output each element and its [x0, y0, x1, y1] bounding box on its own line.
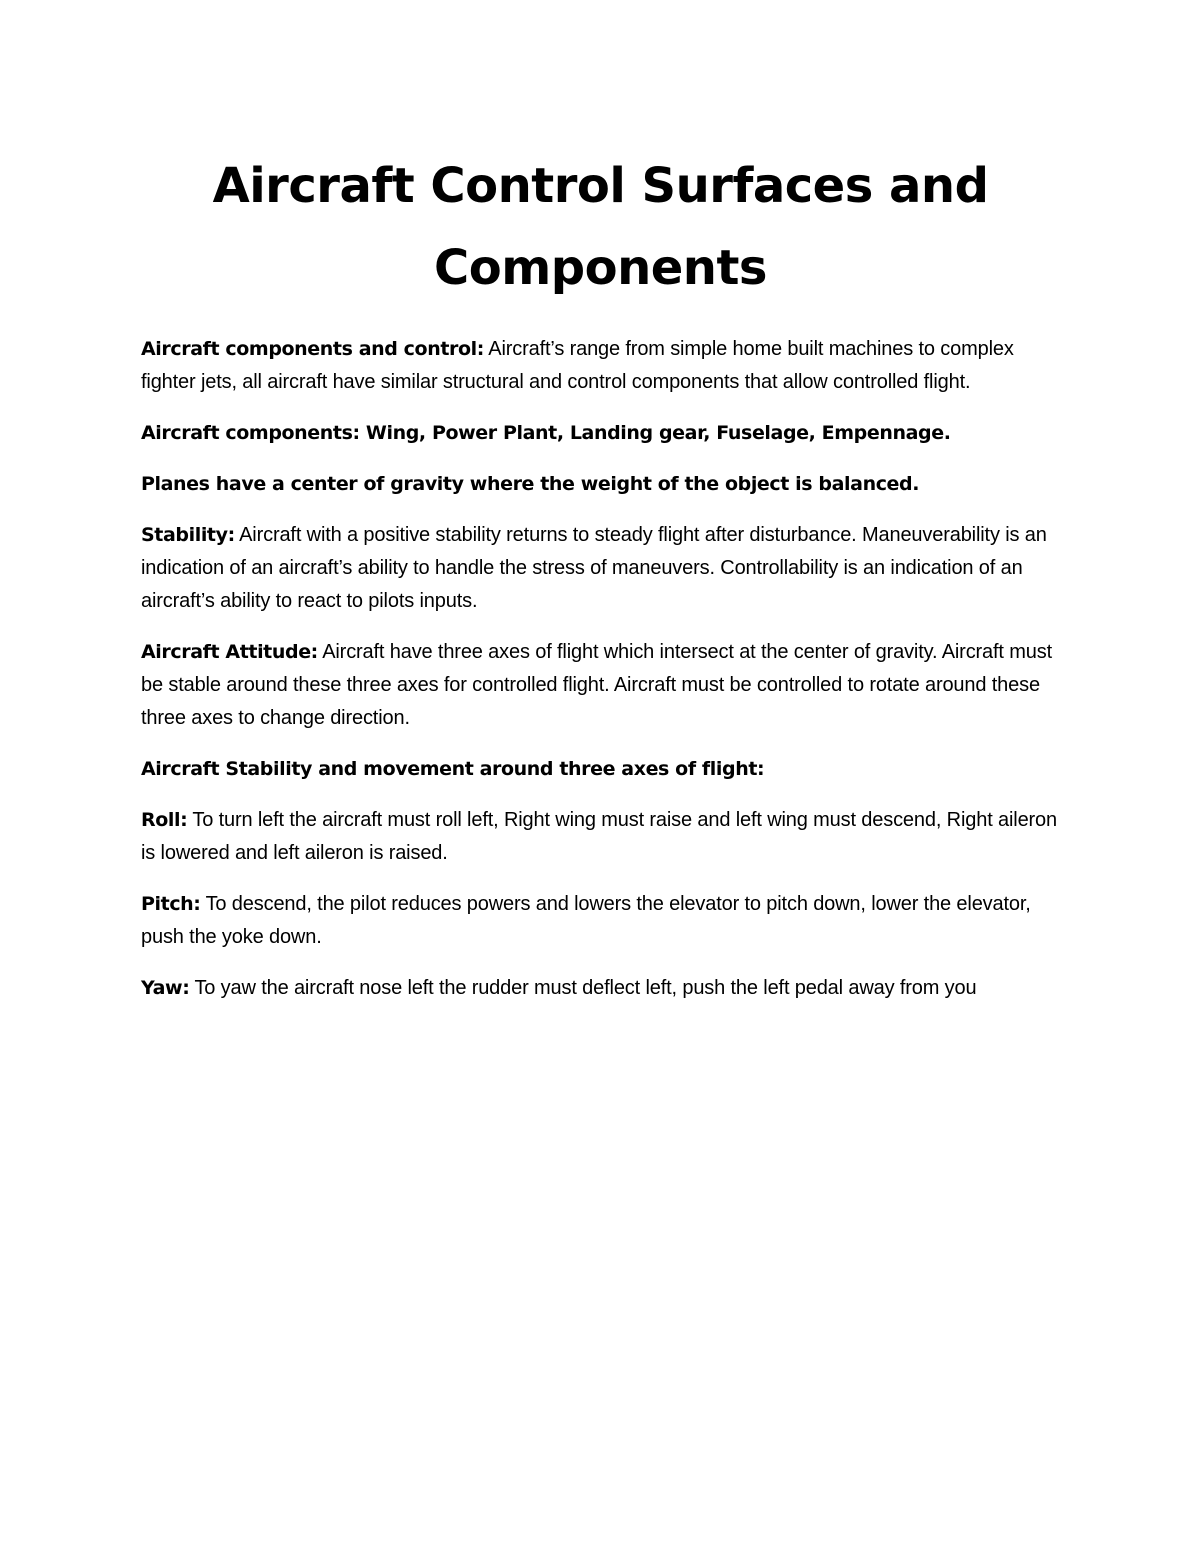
paragraph-center-of-gravity: [141, 468, 1060, 501]
paragraph-text: To yaw the aircraft nose left the rudder must deflect left, push the left pedal away from you: [194, 977, 977, 999]
document-title: [141, 145, 1060, 309]
paragraph-components-and-control: [141, 333, 1060, 399]
paragraph-text: Aircraft have three axes of flight which intersect at the center of gravity. Aircraft must be stable around these three axes for controlled flight. Aircraft must be controlled to rotate around these three axes to change direction.: [141, 641, 1052, 729]
paragraph-yaw: [141, 972, 1060, 1005]
paragraph-text: Aircraft with a positive stability returns to steady flight after disturbance. Maneuverability is an indication of an aircraft’s ability to handle the stress of maneuvers. Controllability is an indication of an aircraft’s ability to react to pilots inputs.: [141, 524, 1047, 612]
paragraph-roll: [141, 804, 1060, 870]
paragraph-text: To turn left the aircraft must roll left, Right wing must raise and left wing must descend, Right aileron is lowered and left aileron is raised.: [141, 809, 1058, 864]
paragraph-lead: Planes have a center of gravity where the weight of the object is balanced.: [141, 473, 920, 495]
paragraph-lead: Pitch:: [141, 893, 201, 915]
paragraph-three-axes-heading: [141, 753, 1060, 786]
paragraph-text: Aircraft’s range from simple home built machines to complex fighter jets, all aircraft have similar structural and control components that allow controlled flight.: [141, 338, 1014, 393]
title-line-1: Aircraft Control Surfaces and: [212, 158, 989, 214]
paragraph-lead: Aircraft Attitude:: [141, 641, 318, 663]
document-body: [141, 333, 1060, 1005]
paragraph-stability: [141, 519, 1060, 618]
paragraph-text: To descend, the pilot reduces powers and lowers the elevator to pitch down, lower the elevator, push the yoke down.: [141, 893, 1031, 948]
paragraph-lead: Roll:: [141, 809, 188, 831]
paragraph-lead: Yaw:: [141, 977, 190, 999]
paragraph-lead: Aircraft Stability and movement around three axes of flight:: [141, 758, 765, 780]
paragraph-pitch: [141, 888, 1060, 954]
paragraph-components-list: [141, 417, 1060, 450]
paragraph-lead: Stability:: [141, 524, 235, 546]
paragraph-aircraft-attitude: [141, 636, 1060, 735]
title-line-2: Components: [434, 240, 767, 296]
paragraph-lead: Aircraft components and control:: [141, 338, 484, 360]
paragraph-lead: Aircraft components: Wing, Power Plant, Landing gear, Fuselage, Empennage.: [141, 422, 951, 444]
